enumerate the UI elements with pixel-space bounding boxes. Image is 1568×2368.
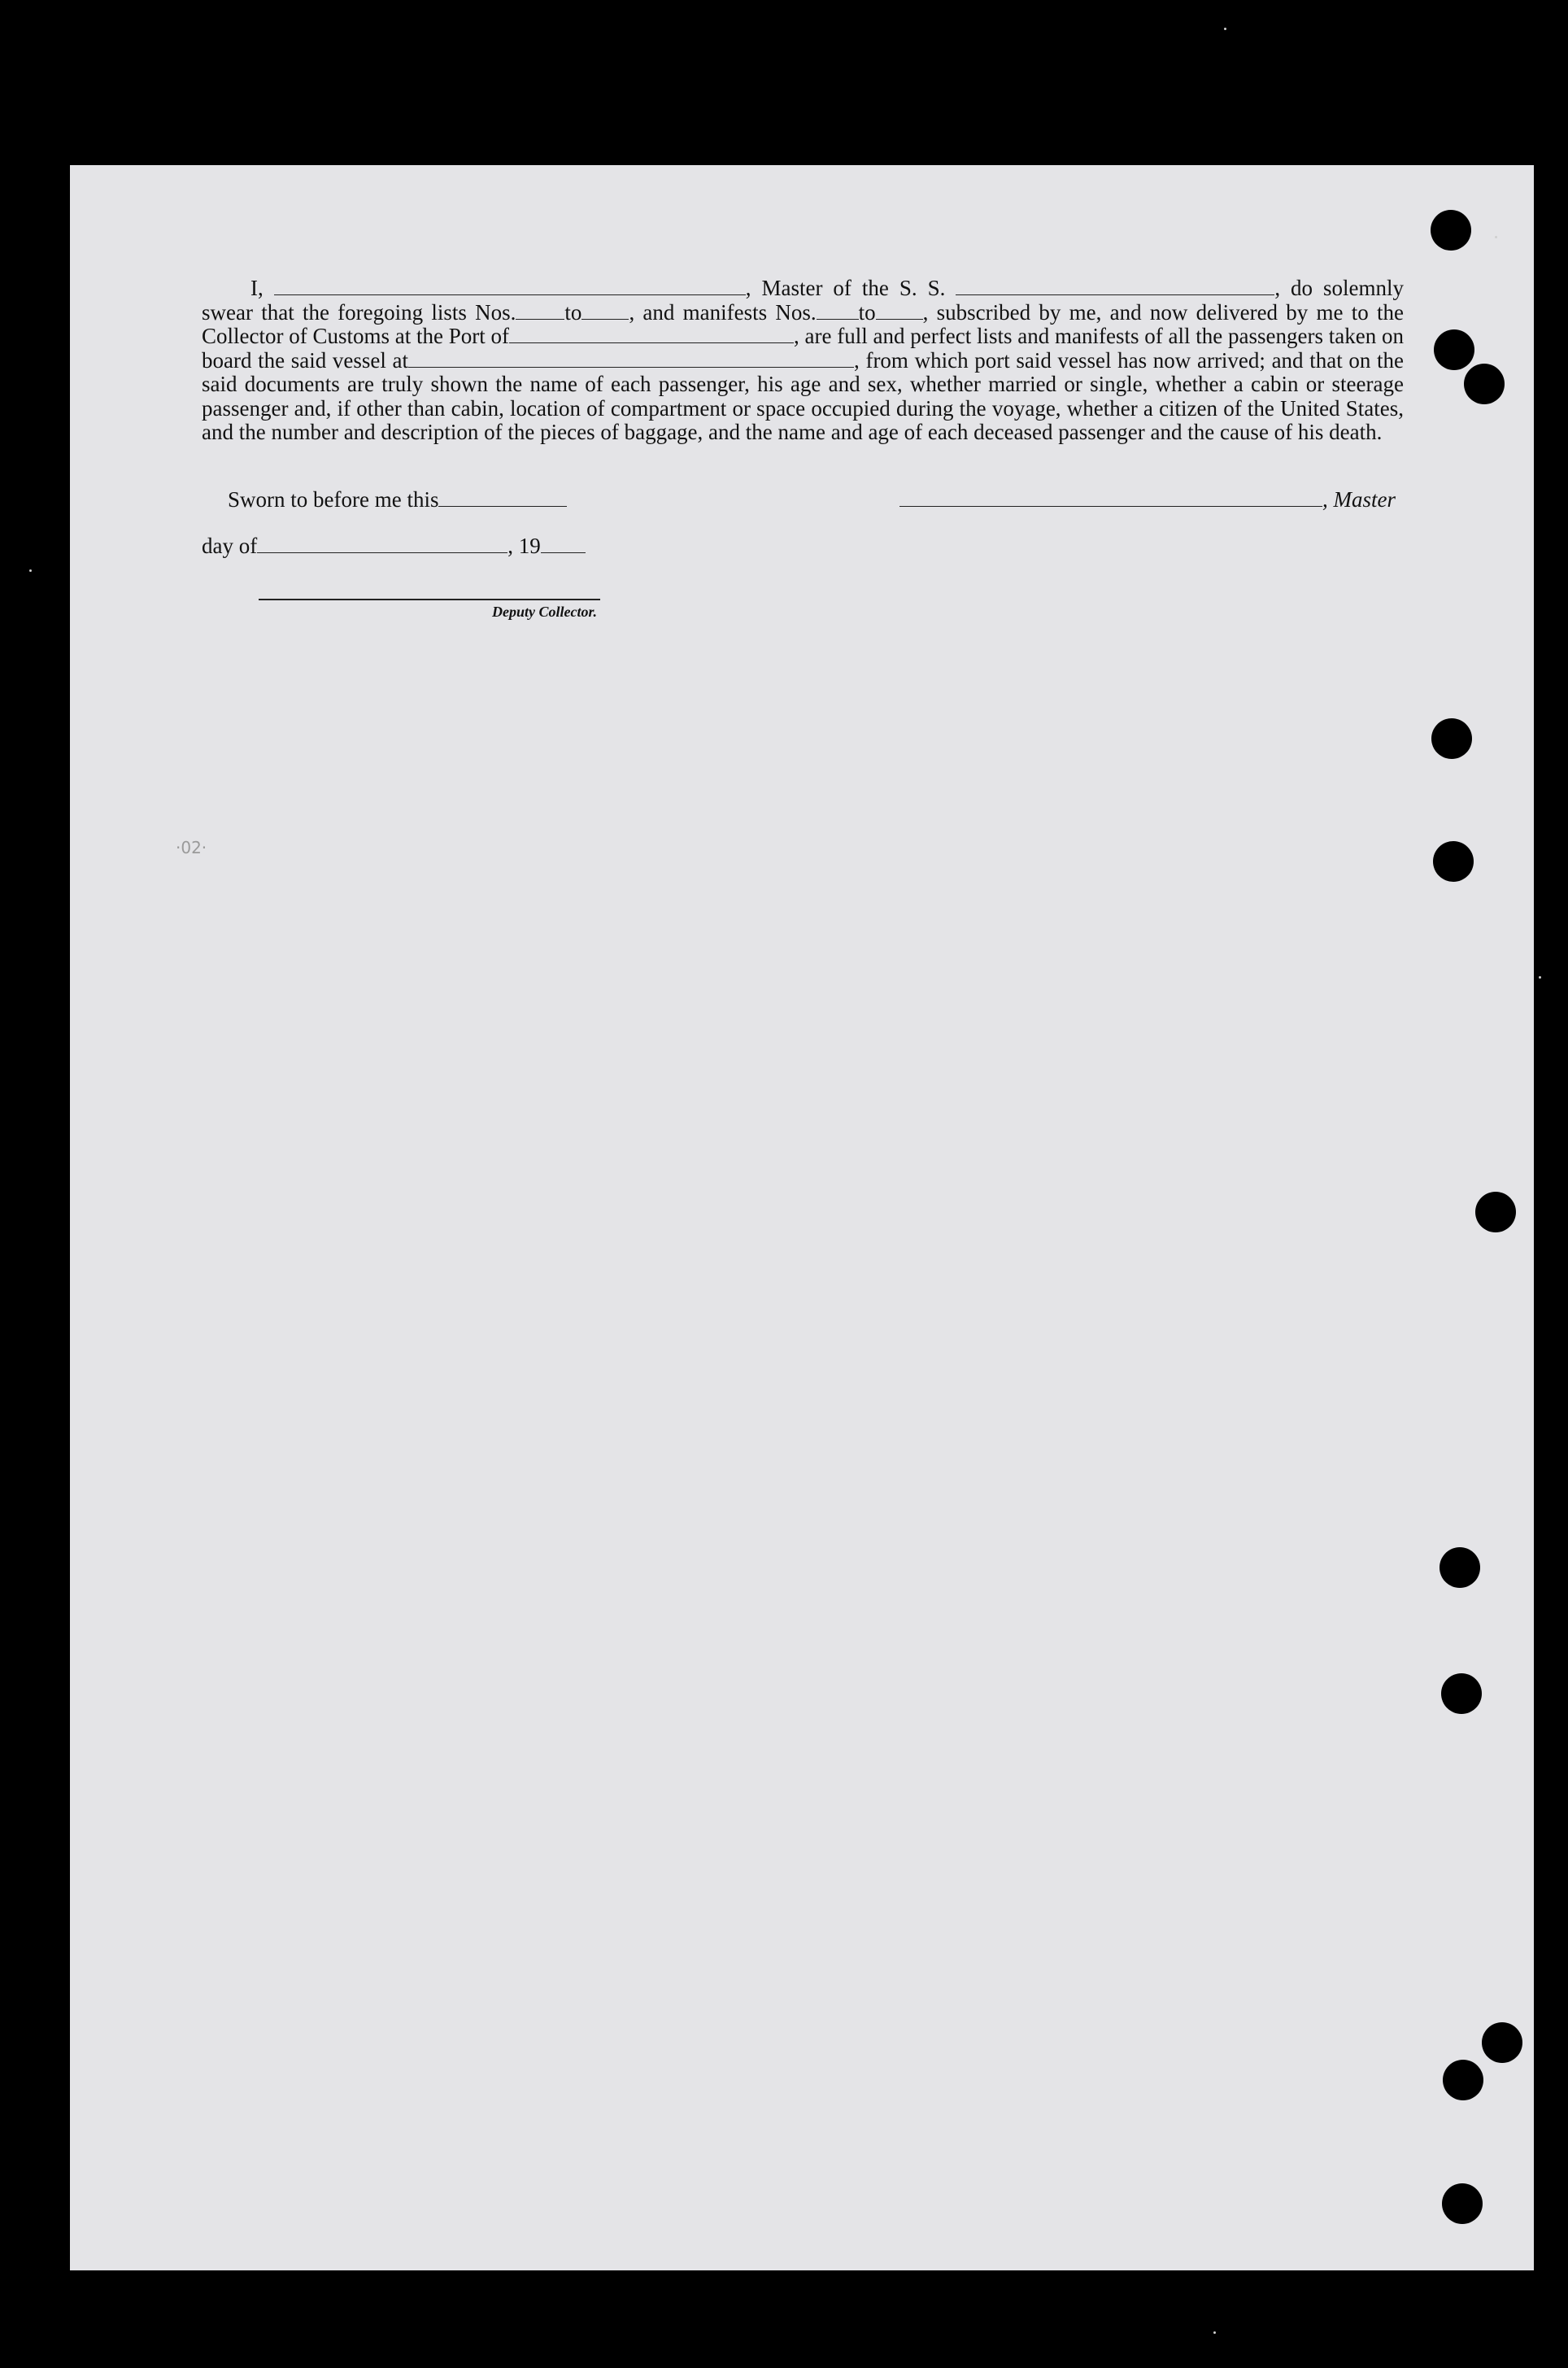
sworn-day-field[interactable] bbox=[438, 506, 567, 507]
to-text-2: to bbox=[858, 299, 876, 325]
deputy-collector-label: Deputy Collector. bbox=[492, 604, 597, 620]
oath-body-text: port said vessel has now arrived; and that on the said documents are truly shown the name of each passenger, his age and sex, whether married or single, whether a cabin or steerage passenger and, if other than cabin, location of compartment or space occupied during the voyage, whether a citizen of the United States, and the number and description of the pieces of baggage, and the name and age of each deceased passenger and the cause of his death. bbox=[202, 347, 1404, 444]
delivered-text: delivered by me to the Collector of Customs at the Port of bbox=[202, 299, 1405, 348]
embarkation-port-field[interactable] bbox=[408, 367, 854, 368]
year-field[interactable] bbox=[541, 552, 586, 553]
sworn-line bbox=[228, 487, 567, 512]
dust-speck bbox=[1539, 976, 1541, 979]
manifests-of-text: manifests of all the passengers taken on board the said vessel at bbox=[202, 324, 1404, 373]
to-text-1: to bbox=[564, 299, 582, 325]
punch-hole bbox=[1441, 1673, 1482, 1714]
month-field[interactable] bbox=[257, 552, 507, 553]
punch-hole bbox=[1443, 2060, 1483, 2100]
master-label: , Master bbox=[1322, 487, 1396, 512]
day-of-line bbox=[202, 534, 586, 559]
subscribed-text: , subscribed by me, and now bbox=[922, 299, 1188, 325]
from-which-text: , from which bbox=[854, 347, 969, 373]
punch-hole bbox=[1440, 1547, 1480, 1588]
master-signature-field[interactable] bbox=[899, 506, 1322, 507]
punch-hole bbox=[1442, 2183, 1483, 2224]
swear-lists-text: swear that the foregoing lists Nos. bbox=[202, 299, 516, 325]
are-full-text: , are full and perfect lists and bbox=[794, 324, 1050, 348]
sworn-text: Sworn to before me this bbox=[228, 487, 439, 512]
master-signature-line bbox=[899, 487, 1396, 512]
master-of-text: , Master of the S. S. bbox=[745, 276, 946, 300]
stray-mark: ·02· bbox=[176, 838, 207, 857]
punch-hole bbox=[1434, 329, 1474, 370]
dust-speck bbox=[1495, 236, 1497, 238]
lists-to-field[interactable] bbox=[581, 319, 629, 320]
punch-hole bbox=[1464, 364, 1505, 404]
dust-speck bbox=[1224, 28, 1226, 30]
ship-name-field[interactable] bbox=[956, 294, 1274, 295]
dust-speck bbox=[29, 569, 32, 572]
lists-from-field[interactable] bbox=[516, 319, 564, 320]
port-field[interactable] bbox=[509, 342, 794, 343]
punch-hole bbox=[1482, 2022, 1522, 2063]
manifests-to-field[interactable] bbox=[876, 319, 923, 320]
punch-hole bbox=[1475, 1192, 1516, 1232]
punch-hole bbox=[1431, 210, 1471, 251]
do-solemnly-text: , do solemnly bbox=[1274, 276, 1405, 300]
document-page bbox=[70, 165, 1534, 2270]
oath-paragraph bbox=[202, 277, 1404, 445]
deputy-signature-field[interactable] bbox=[259, 599, 600, 600]
oath-pronoun: I, bbox=[250, 276, 264, 300]
and-manifests-text: , and manifests Nos. bbox=[629, 299, 817, 325]
dust-speck bbox=[1213, 2331, 1216, 2334]
punch-hole bbox=[1431, 718, 1472, 759]
punch-hole bbox=[1433, 841, 1474, 882]
year-prefix-text: , 19 bbox=[507, 534, 541, 558]
manifests-from-field[interactable] bbox=[817, 319, 859, 320]
day-of-text: day of bbox=[202, 534, 258, 558]
master-name-field[interactable] bbox=[274, 294, 746, 295]
